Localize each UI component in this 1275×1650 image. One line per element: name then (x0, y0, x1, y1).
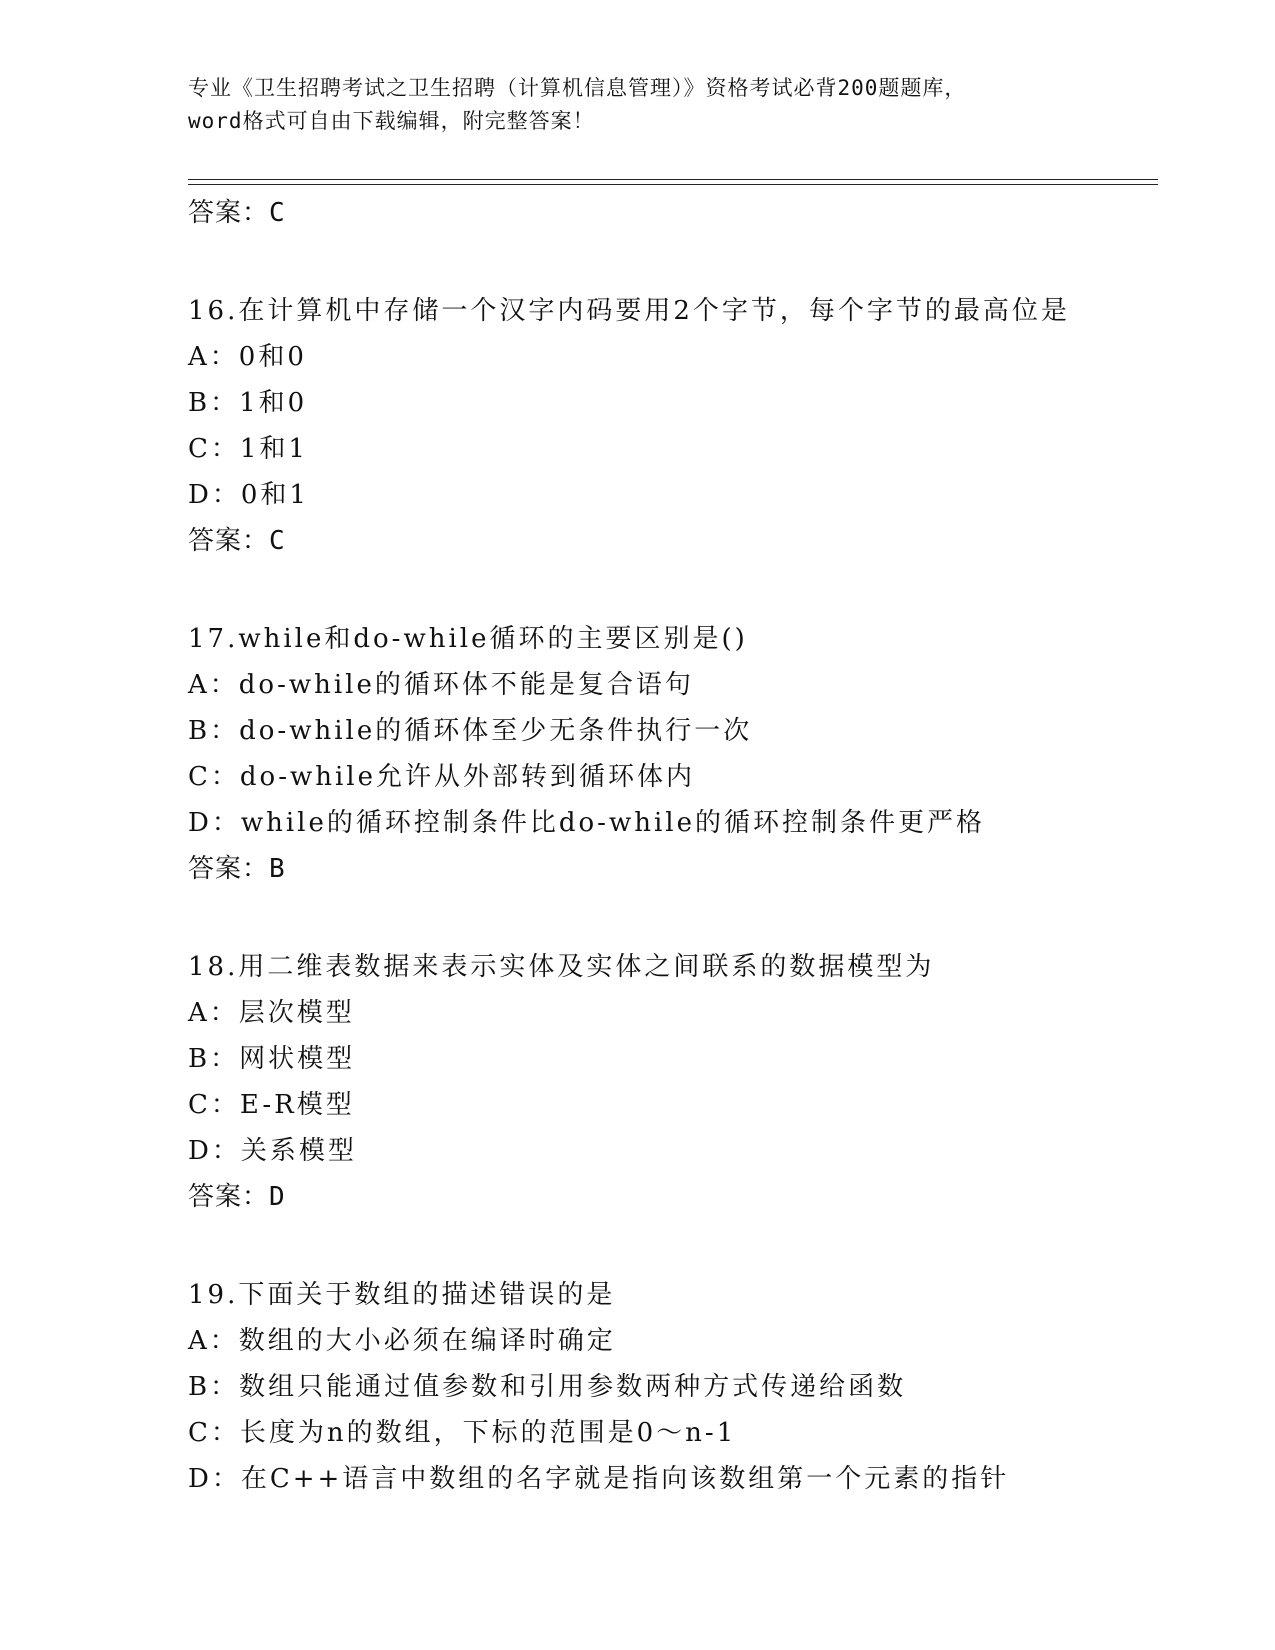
question-18 (188, 944, 1168, 1220)
option-d: D：0和1 (188, 480, 309, 510)
option-d: D：while的循环控制条件比do-while的循环控制条件更严格 (188, 808, 985, 838)
option-a: A：do-while的循环体不能是复合语句 (188, 670, 694, 700)
option-d: D：在C++语言中数组的名字就是指向该数组第一个元素的指针 (188, 1464, 1010, 1494)
header-subtitle-line: word格式可自由下载编辑，附完整答案！ (188, 109, 595, 133)
previous-answer: 答案：C (188, 198, 286, 228)
header-divider-top (188, 179, 1158, 180)
answer-line: 答案：D (188, 1182, 286, 1212)
option-c: C：1和1 (188, 434, 308, 464)
answer-line: 答案：C (188, 526, 286, 556)
question-list (188, 188, 1168, 1502)
option-a: A：层次模型 (188, 998, 355, 1028)
question-16 (188, 288, 1168, 564)
header-title-line: 专业《卫生招聘考试之卫生招聘（计算机信息管理）》资格考试必背200题题库， (188, 76, 967, 100)
question-stem: 19.下面关于数组的描述错误的是 (188, 1280, 616, 1310)
option-b: B：do-while的循环体至少无条件执行一次 (188, 716, 753, 746)
option-a: A：数组的大小必须在编译时确定 (188, 1326, 616, 1356)
question-17 (188, 616, 1168, 892)
option-c: C：长度为n的数组，下标的范围是0～n-1 (188, 1418, 737, 1448)
option-c: C：E-R模型 (188, 1090, 355, 1120)
question-stem: 16.在计算机中存储一个汉字内码要用2个字节，每个字节的最高位是 (188, 296, 1070, 326)
option-a: A：0和0 (188, 342, 307, 372)
question-stem: 17.while和do-while循环的主要区别是() (188, 624, 748, 654)
question-stem: 18.用二维表数据来表示实体及实体之间联系的数据模型为 (188, 952, 935, 982)
answer-line: 答案：B (188, 854, 286, 884)
question-19 (188, 1272, 1168, 1502)
option-b: B：数组只能通过值参数和引用参数两种方式传递给函数 (188, 1372, 907, 1402)
header-divider-bottom (188, 184, 1158, 185)
option-c: C：do-while允许从外部转到循环体内 (188, 762, 695, 792)
option-b: B：1和0 (188, 388, 308, 418)
option-d: D：关系模型 (188, 1136, 357, 1166)
option-b: B：网状模型 (188, 1044, 356, 1074)
document-header (188, 72, 1088, 138)
